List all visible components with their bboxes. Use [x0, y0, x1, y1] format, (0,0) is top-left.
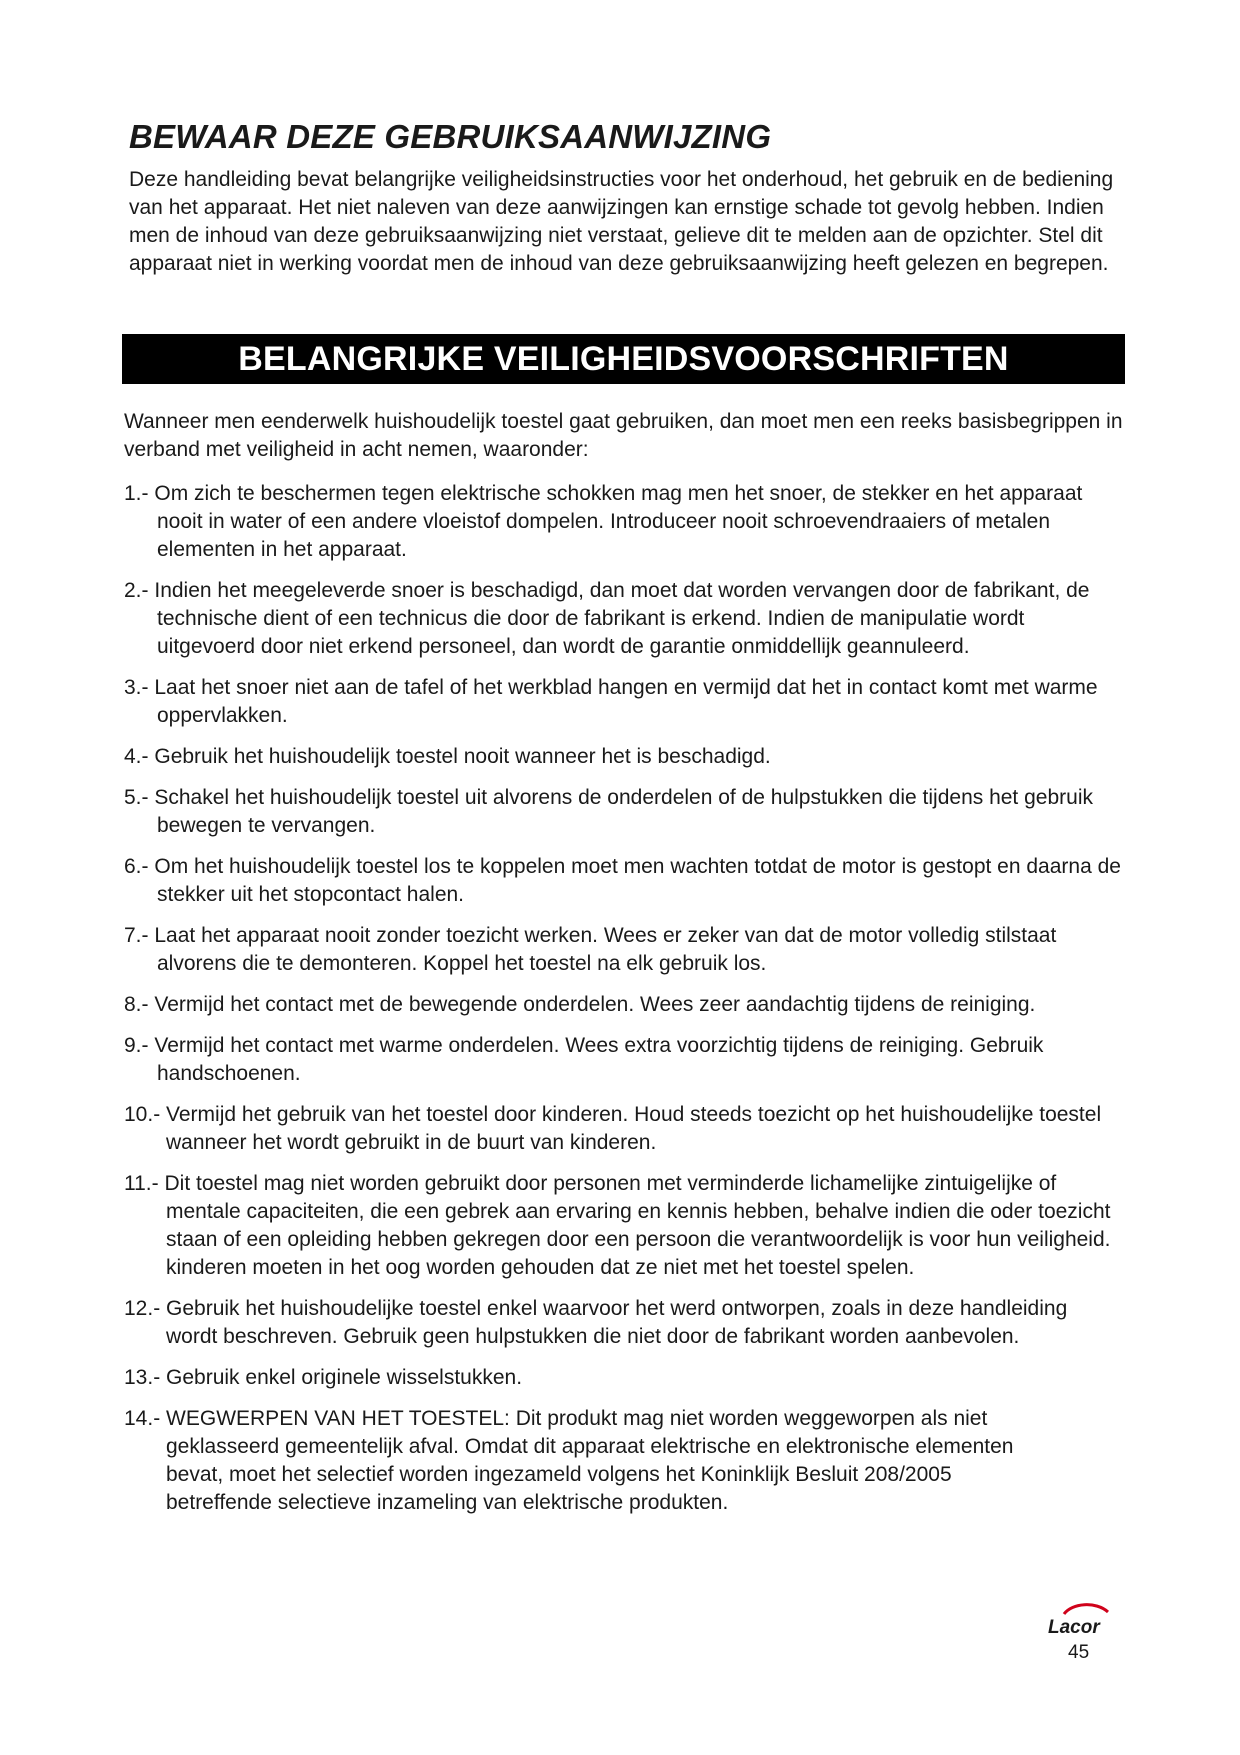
list-item — [124, 480, 1124, 564]
list-item — [124, 1032, 1124, 1088]
item-number: 3.- — [124, 676, 149, 699]
item-number: 14.- — [124, 1407, 161, 1430]
item-number: 8.- — [124, 993, 149, 1016]
item-text: Gebruik het huishoudelijk toestel nooit wanneer het is beschadigd. — [154, 745, 771, 768]
item-text: Vermijd het contact met warme onderdelen. Wees extra voorzichtig tijdens de reiniging. Gebruik handschoenen. — [154, 1034, 1044, 1085]
logo-text: Lacor — [1048, 1617, 1100, 1638]
lead-paragraph: Wanneer men eenderwelk huishoudelijk toestel gaat gebruiken, dan moet men een reeks basisbegrippen in verband met veiligheid in acht nemen, waaronder: — [124, 410, 1123, 461]
list-item — [124, 1170, 1124, 1282]
item-text: Dit toestel mag niet worden gebruikt door personen met verminderde lichamelijke zintuigelijke of mentale capaciteiten, die een gebrek aan ervaring en kennis hebben, behalve indien die oder toezicht staan of een opleiding hebben gekregen door een persoon die verantwoordelijk is voor hun veiligheid. kinderen moeten in het oog worden gehouden dat ze niet met het toestel spelen. — [164, 1172, 1111, 1279]
item-text: Gebruik het huishoudelijke toestel enkel waarvoor het werd ontworpen, zoals in deze handleiding wordt beschreven. Gebruik geen hulpstukken die niet door de fabrikant worden aanbevolen. — [166, 1297, 1068, 1348]
lacor-logo-icon — [1042, 1600, 1126, 1640]
list-item — [124, 674, 1124, 730]
list-item — [124, 784, 1124, 840]
intro-paragraph: Deze handleiding bevat belangrijke veiligheidsinstructies voor het onderhoud, het gebruik en de bediening van het apparaat. Het niet naleven van deze aanwijzingen kan ernstige schade tot gevolg hebben. Indien men de inhoud van deze gebruiksaanwijzing niet verstaat, gelieve dit te melden aan de opzichter. Stel dit apparaat niet in werking voordat men de inhoud van deze gebruiksaanwijzing heeft gelezen en begrepen. — [129, 168, 1114, 275]
item-number: 7.- — [124, 924, 149, 947]
item-text: Om het huishoudelijk toestel los te koppelen moet men wachten totdat de motor is gestopt en daarna de stekker uit het stopcontact halen. — [154, 855, 1121, 906]
item-text: Indien het meegeleverde snoer is beschadigd, dan moet dat worden vervangen door de fabrikant, de technische dient of een technicus die door de fabrikant is erkend. Indien de manipulatie wordt uitgevoerd door niet erkend personeel, dan wordt de garantie onmiddellijk geannuleerd. — [154, 579, 1090, 658]
logo-swoosh — [1064, 1605, 1108, 1614]
list-item — [124, 743, 1124, 771]
page-number: 45 — [1068, 1642, 1090, 1663]
item-text: Vermijd het contact met de bewegende onderdelen. Wees zeer aandachtig tijdens de reiniging. — [154, 993, 1036, 1016]
item-text: Laat het apparaat nooit zonder toezicht werken. Wees er zeker van dat de motor volledig stilstaat alvorens die te demonteren. Koppel het toestel na elk gebruik los. — [154, 924, 1057, 975]
item-number: 12.- — [124, 1297, 161, 1320]
page-title: BEWAAR DEZE GEBRUIKSAANWIJZING — [129, 118, 772, 155]
item-text: Om zich te beschermen tegen elektrische schokken mag men het snoer, de stekker en het apparaat nooit in water of een andere vloeistof dompelen. Introduceer nooit schroevendraaiers of metalen elementen in het apparaat. — [154, 482, 1083, 561]
item-text: Vermijd het gebruik van het toestel door kinderen. Houd steeds toezicht op het huishoudelijke toestel wanneer het wordt gebruikt in de buurt van kinderen. — [166, 1103, 1102, 1154]
list-item — [124, 853, 1124, 909]
item-number: 10.- — [124, 1103, 161, 1126]
list-item — [124, 991, 1124, 1019]
item-text: Laat het snoer niet aan de tafel of het werkblad hangen en vermijd dat het in contact komt met warme oppervlakken. — [154, 676, 1098, 727]
item-number: 1.- — [124, 482, 149, 505]
item-text: WEGWERPEN VAN HET TOESTEL: Dit produkt mag niet worden weggeworpen als niet geklasseerd gemeentelijk afval. Omdat dit apparaat elektrische en elektronische elementen bevat, moet het selectief worden ingezameld volgens het Koninklijk Besluit 208/2005 betreffende selectieve inzameling van elektrische produkten. — [166, 1407, 1014, 1514]
safety-rules-list — [124, 480, 1124, 1517]
list-item — [124, 1364, 1124, 1392]
item-number: 13.- — [124, 1366, 161, 1389]
list-item — [124, 1101, 1124, 1157]
item-number: 5.- — [124, 786, 149, 809]
list-item — [124, 1295, 1124, 1351]
item-number: 6.- — [124, 855, 149, 878]
item-number: 4.- — [124, 745, 149, 768]
item-text: Schakel het huishoudelijk toestel uit alvorens de onderdelen of de hulpstukken die tijdens het gebruik bewegen te vervangen. — [154, 786, 1093, 837]
item-number: 2.- — [124, 579, 149, 602]
list-item — [124, 922, 1124, 978]
item-number: 11.- — [124, 1172, 159, 1195]
list-item — [124, 577, 1124, 661]
section-banner: BELANGRIJKE VEILIGHEIDSVOORSCHRIFTEN — [122, 334, 1125, 384]
item-text: Gebruik enkel originele wisselstukken. — [166, 1366, 523, 1389]
item-number: 9.- — [124, 1034, 149, 1057]
list-item — [124, 1405, 1046, 1517]
